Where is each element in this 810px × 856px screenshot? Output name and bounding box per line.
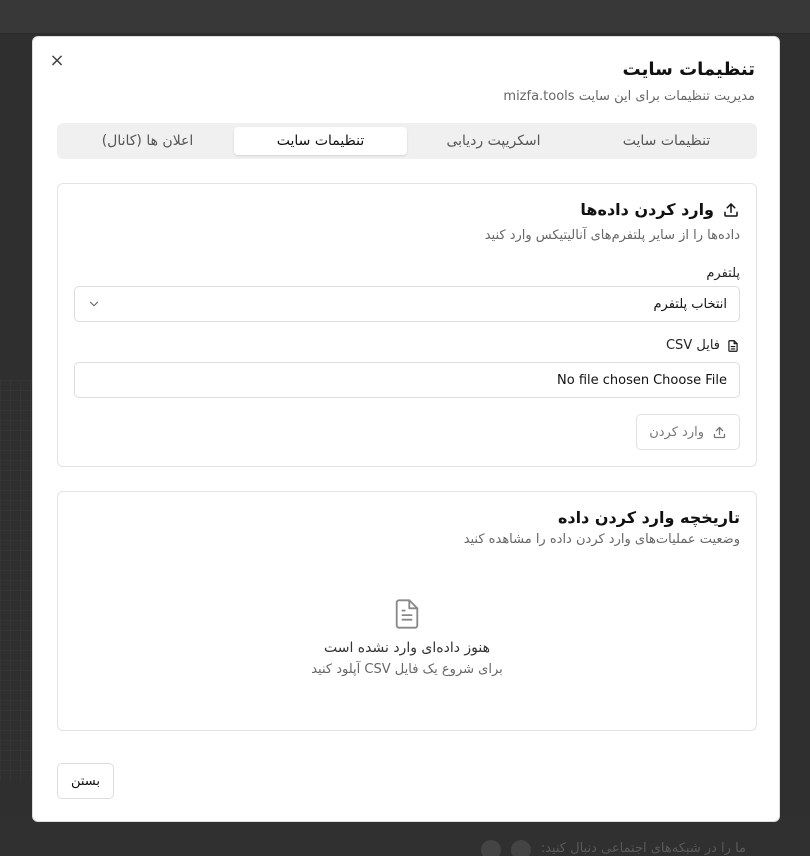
backdrop-grid xyxy=(0,380,32,780)
csv-file-input[interactable] xyxy=(74,362,740,398)
file-status: No file chosen xyxy=(557,372,650,388)
file-icon xyxy=(726,339,740,353)
document-icon xyxy=(393,598,421,630)
choose-file-button[interactable]: Choose File xyxy=(653,372,727,388)
backdrop-footer-text: ما را در شبکه‌های اجتماعی دنبال کنید: xyxy=(540,841,746,856)
close-icon[interactable]: × xyxy=(49,50,65,71)
import-button[interactable] xyxy=(636,414,740,450)
platform-label: پلتفرم xyxy=(706,266,740,281)
upload-icon xyxy=(722,201,740,219)
tab-site-settings[interactable]: تنظیمات سایت xyxy=(622,133,711,149)
backdrop-footer xyxy=(0,816,810,856)
tab-tracking-script[interactable]: اسکریپت ردیابی xyxy=(446,133,541,149)
import-card-title: وارد کردن داده‌ها xyxy=(580,200,714,219)
chevron-down-icon xyxy=(87,297,101,311)
history-card-title: تاریخچه وارد کردن داده xyxy=(557,508,740,527)
dialog-subtitle: مدیریت تنظیمات برای این سایت mizfa.tools xyxy=(503,89,755,104)
import-data-card xyxy=(57,183,757,467)
file-label xyxy=(666,338,740,353)
dialog-title: تنظیمات سایت xyxy=(622,59,755,80)
site-settings-dialog xyxy=(32,36,780,822)
backdrop-header xyxy=(0,0,810,34)
history-card-subtitle: وضعیت عملیات‌های وارد کردن داده را مشاهده کنید xyxy=(463,532,740,547)
upload-icon xyxy=(712,425,727,440)
social-icon xyxy=(481,840,501,856)
platform-select[interactable] xyxy=(74,286,740,322)
import-button-label: وارد کردن xyxy=(649,424,704,440)
close-button[interactable]: بستن xyxy=(57,763,114,799)
import-history-card xyxy=(57,491,757,731)
telegram-icon xyxy=(511,840,531,856)
empty-title: هنوز داده‌ای وارد نشده است xyxy=(323,640,491,656)
tab-site-settings-active[interactable]: تنظیمات سایت xyxy=(234,127,407,155)
platform-select-value: انتخاب پلتفرم xyxy=(653,296,727,312)
import-card-subtitle: داده‌ها را از سایر پلتفرم‌های آنالیتیکس وارد کنید xyxy=(484,228,740,243)
file-label-text: فایل CSV xyxy=(665,338,720,353)
import-card-header xyxy=(580,200,740,219)
empty-subtitle: برای شروع یک فایل CSV آپلود کنید xyxy=(311,662,503,677)
empty-state xyxy=(58,598,756,677)
tab-notifications[interactable]: اعلان ها (کانال) xyxy=(101,133,194,149)
tab-list xyxy=(57,123,757,159)
